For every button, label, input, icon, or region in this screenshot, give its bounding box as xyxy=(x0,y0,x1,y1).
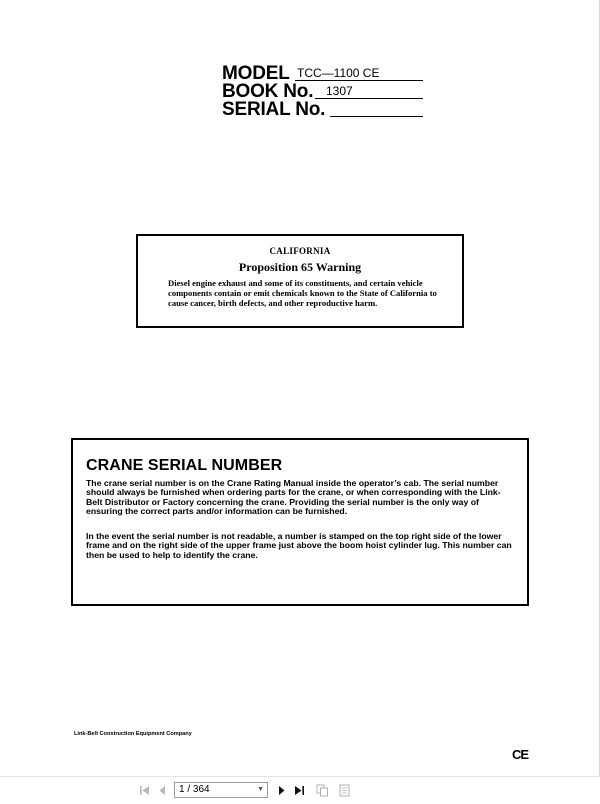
book-value: 1307 xyxy=(326,84,353,98)
proposition-65-heading: Proposition 65 Warning xyxy=(238,260,362,274)
california-warning-text: Diesel engine exhaust and some of its constituents, and certain vehicle components contain or emit chemicals known to the State of California to cause cancer, birth defects, and other reproductive harm. xyxy=(168,278,437,309)
page-indicator: 1 / 364 xyxy=(179,784,210,795)
previous-page-button[interactable] xyxy=(154,781,170,799)
fit-page-button[interactable] xyxy=(336,781,352,799)
page-number-field[interactable] xyxy=(174,782,268,798)
crane-serial-title: CRANE SERIAL NUMBER xyxy=(86,457,283,474)
next-page-button[interactable] xyxy=(273,781,289,799)
page-dropdown-icon[interactable]: ▼ xyxy=(257,786,264,793)
company-footer: Link-Belt Construction Equipment Company xyxy=(74,731,192,737)
copy-button[interactable] xyxy=(314,781,330,799)
first-page-button[interactable] xyxy=(136,781,152,799)
last-page-icon xyxy=(294,785,305,796)
crane-serial-box xyxy=(71,438,529,606)
fit-page-icon xyxy=(338,784,351,797)
previous-page-icon xyxy=(158,785,167,796)
first-page-icon xyxy=(139,785,150,796)
crane-serial-paragraph-1: The crane serial number is on the Crane Rating Manual inside the operator’s cab. The serial number should always be furnished when ordering parts for the crane, or when corresponding with the Link-Belt Distributor or Factory concerning the crane. Providing the serial number is the only way of ensuring the correct parts and/or information can be furnished. xyxy=(86,478,501,517)
serial-label: SERIAL No. xyxy=(222,99,326,120)
model-value: TCC—1100 CE xyxy=(297,66,380,80)
serial-underline xyxy=(330,102,423,117)
book-label: BOOK No. xyxy=(222,81,314,102)
next-page-icon xyxy=(277,785,286,796)
pdf-viewer-toolbar xyxy=(0,776,600,804)
california-heading: CALIFORNIA xyxy=(269,246,331,256)
crane-serial-paragraph-2: In the event the serial number is not readable, a number is stamped on the top right side of the lower frame and on the right side of the upper frame just above the boom hoist cylinder lug. This number can then be used to help to identify the crane. xyxy=(86,531,512,560)
last-page-button[interactable] xyxy=(291,781,307,799)
model-label: MODEL xyxy=(222,63,290,84)
ce-mark: CE xyxy=(512,747,529,762)
copy-icon xyxy=(316,784,329,797)
california-warning-box xyxy=(136,234,464,328)
